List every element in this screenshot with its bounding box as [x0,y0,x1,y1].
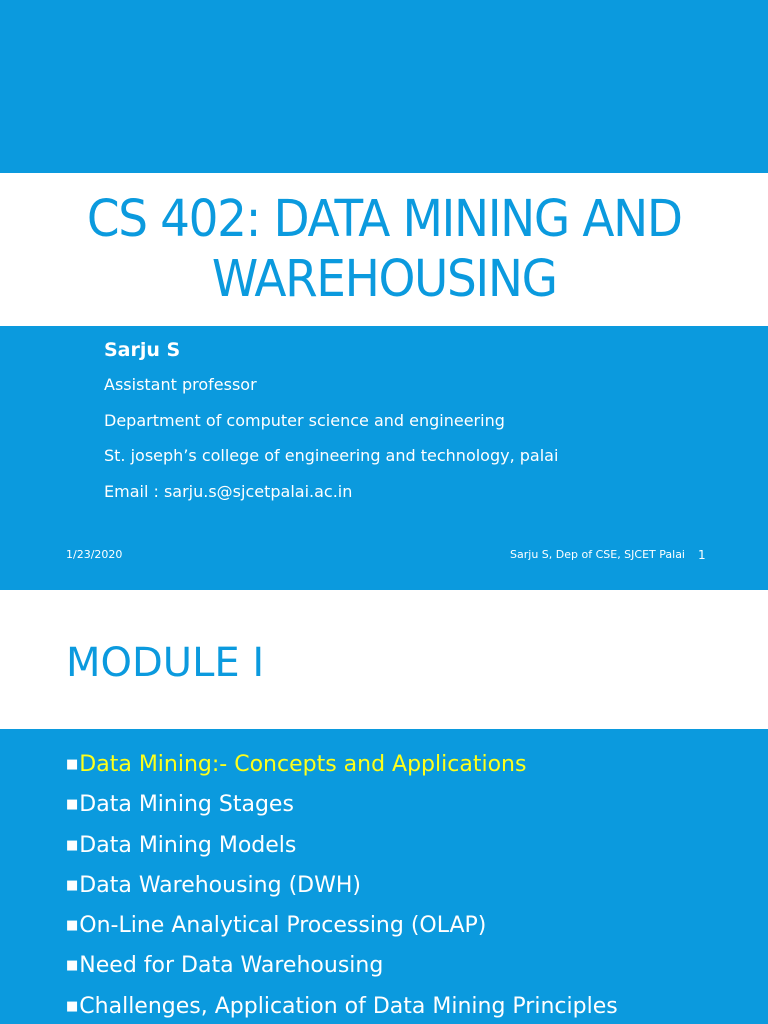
square-bullet-icon: ■ [66,757,79,772]
square-bullet-icon: ■ [66,877,79,893]
topic-label: Data Mining:- Concepts and Applications [79,752,527,777]
square-bullet-icon: ■ [66,918,79,934]
course-title-line-1: CS 402: DATA MINING AND [86,189,682,249]
square-bullet-icon: ■ [66,998,79,1014]
square-bullet-icon: ■ [66,958,79,974]
topic-item [66,826,618,866]
square-bullet-icon: ■ [66,837,79,853]
topic-label: Data Warehousing (DWH) [79,872,361,898]
footer-author: Sarju S, Dep of CSE, SJCET Palai [510,548,685,561]
topic-item [66,866,618,906]
topic-item [66,906,618,946]
course-title [87,190,682,310]
topic-label: Data Mining Stages [79,792,294,818]
square-bullet-icon: ■ [66,797,79,813]
presenter-email: Email : sarju.s@sjcetpalai.ac.in [104,481,353,501]
presenter-name: Sarju S [104,339,181,361]
presenter-department: Department of computer science and engineering [104,410,505,430]
topic-label: Data Mining Models [79,832,297,858]
presenter-block [104,338,558,517]
topic-label: On-Line Analytical Processing (OLAP) [79,913,487,939]
topic-item [66,785,618,825]
topic-item-highlighted [66,745,618,785]
topic-item [66,987,618,1024]
presenter-college: St. joseph’s college of engineering and technology, palai [104,446,559,465]
footer-date: 1/23/2020 [66,548,123,561]
topic-item [66,946,618,986]
module-title: MODULE I [66,640,265,686]
presenter-role: Assistant professor [104,375,257,394]
topic-list [66,745,618,1024]
course-title-line-2: WAREHOUSING [211,249,557,309]
page-number: 1 [698,548,706,562]
title-band [0,173,768,326]
topic-label: Challenges, Application of Data Mining Principles [79,993,618,1019]
topic-label: Need for Data Warehousing [79,953,384,979]
